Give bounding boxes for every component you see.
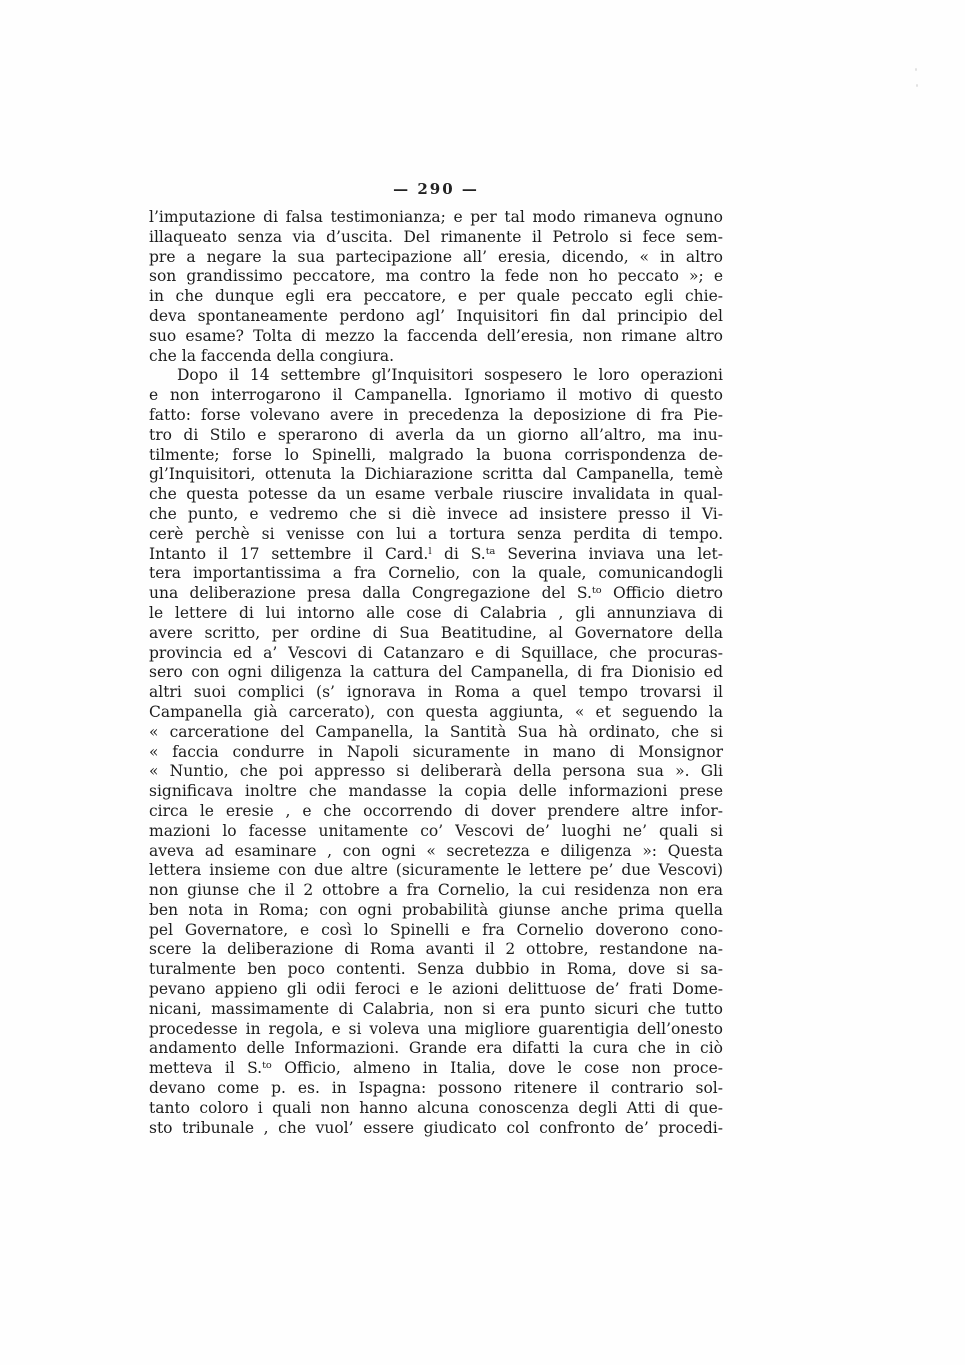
text-line: altri suoi complici (s’ ignorava in Roma a quel tempo trovarsi il [149, 683, 723, 702]
paragraph [149, 208, 723, 366]
text-line: significava inoltre che mandasse la copia delle informazioni prese [149, 782, 723, 801]
text-line: suo esame? Tolta di mezzo la faccenda dell’eresia, non rimane altro [149, 326, 723, 345]
text-line: Dopo il 14 settembre gl’Inquisitori sospesero le loro operazioni [177, 366, 723, 385]
text-line: aveva ad esaminare , con ogni « secretezza e diligenza »: Questa [149, 841, 723, 860]
text-line: avere scritto, per ordine di Sua Beatitudine, al Governatore della [149, 623, 723, 642]
text-line: « Nuntio, che poi appresso si deliberarà della persona sua ». Gli [149, 762, 723, 781]
text-line: che la faccenda della congiura. [149, 346, 395, 365]
text-line: turalmente ben poco contenti. Senza dubbio in Roma, dove si sa- [149, 960, 723, 979]
text-line: tera importantissima a fra Cornelio, con la quale, comunicandogli [149, 564, 723, 583]
text-line: e non interrogarono il Campanella. Ignoriamo il motivo di questo [149, 386, 723, 405]
text-line: mazioni lo facesse unitamente co’ Vescovi de’ luoghi ne’ quali si [149, 821, 723, 840]
text-line: tro di Stilo e sperarono di averla da un giorno all’altro, ma inu- [149, 425, 723, 444]
text-line: che questa potesse da un esame verbale riuscire invalidata in qual- [149, 485, 723, 504]
paragraph [149, 366, 723, 1138]
text-line: Campanella già carcerato), con questa aggiunta, « et seguendo la [149, 702, 723, 721]
text-line: Intanto il 17 settembre il Card.ˡ di S.ᵗᵃ Severina inviava una let- [149, 544, 723, 563]
text-line: « faccia condurre in Napoli sicuramente in mano di Monsignor [149, 742, 723, 761]
text-block [149, 208, 723, 1138]
text-line: provincia ed a’ Vescovi di Catanzaro e di Squillace, che procuras- [149, 643, 723, 662]
text-line: pevano appieno gli odii feroci e le azioni delittuose de’ frati Dome- [149, 980, 723, 999]
text-line: metteva il S.ᵗᵒ Officio, almeno in Italia, dove le cose non proce- [149, 1059, 723, 1078]
text-line: non giunse che il 2 ottobre a fra Cornelio, la cui residenza non era [149, 881, 723, 900]
text-line: nicani, massimamente di Calabria, non si era punto sicuri che tutto [149, 999, 723, 1018]
text-line: « carceratione del Campanella, la Santità Sua hà ordinato, che si [149, 722, 723, 741]
text-line: circa le eresie , e che occorrendo di dover prendere altre infor- [149, 801, 723, 820]
page-number: — 290 — [393, 180, 479, 198]
text-line: tanto coloro i quali non hanno alcuna conoscenza degli Atti di que- [149, 1098, 723, 1117]
text-line: devano come p. es. in Ispagna: possono ritenere il contrario sol- [149, 1079, 723, 1098]
text-line: fatto: forse volevano avere in precedenza la deposizione di fra Pie- [149, 405, 723, 424]
text-line: pel Governatore, e così lo Spinelli e fra Cornelio doverono cono- [149, 920, 723, 939]
text-line: l’imputazione di falsa testimonianza; e per tal modo rimaneva ognuno [149, 208, 723, 226]
text-line: ben nota in Roma; con ogni probabilità giunse anche prima quella [149, 900, 723, 919]
text-line: lettera insieme con due altre (sicuramente le lettere pe’ due Vescovi) [149, 861, 723, 880]
text-line: scere la deliberazione di Roma avanti il 2 ottobre, restandone na- [149, 940, 723, 959]
text-line: pre a negare la sua partecipazione all’ eresia, dicendo, « in altro [149, 247, 723, 266]
text-line: andamento delle Informazioni. Grande era difatti la cura che in ciò [149, 1039, 723, 1058]
text-line: sero con ogni diligenza la cattura del Campanella, di fra Dionisio ed [149, 663, 723, 682]
text-line: che punto, e vedremo che si diè invece ad insistere presso il Vi- [149, 504, 723, 523]
text-line: illaqueato senza via d’uscita. Del rimanente il Petrolo si fece sem- [149, 227, 723, 246]
text-line: cerè perchè si venisse con lui a tortura senza perdita di tempo. [149, 524, 723, 543]
scan-speck [916, 84, 918, 87]
text-line: deva spontaneamente perdono agl’ Inquisitori fin dal principio del [149, 306, 723, 325]
text-line: gl’Inquisitori, ottenuta la Dichiarazione scritta dal Campanella, temè [149, 465, 723, 484]
text-line: le lettere di lui intorno alle cose di Calabria , gli annunziava di [149, 603, 723, 622]
text-line: sto tribunale , che vuol’ essere giudicato col confronto de’ procedi- [149, 1118, 723, 1137]
text-line: una deliberazione presa dalla Congregazione del S.ᵗᵒ Officio dietro [149, 584, 723, 603]
text-line: procedesse in regola, e si voleva una migliore guarentigia dell’onesto [149, 1019, 723, 1038]
text-line: son grandissimo peccatore, ma contro la fede non ho peccato »; e [149, 267, 723, 286]
text-line: tilmente; forse lo Spinelli, malgrado la buona corrispondenza de- [149, 445, 723, 464]
text-line: in che dunque egli era peccatore, e per quale peccato egli chie- [149, 287, 723, 306]
scan-speck [915, 68, 917, 71]
